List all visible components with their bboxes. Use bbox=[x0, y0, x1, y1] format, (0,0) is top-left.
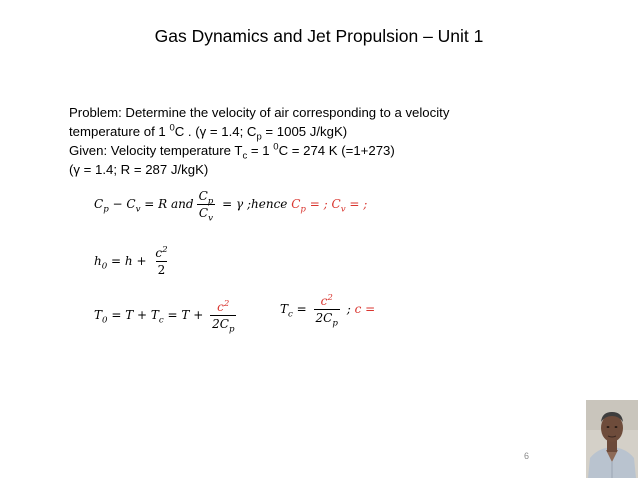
problem-line-1: Problem: Determine the velocity of air corresponding to a velocity bbox=[69, 105, 450, 120]
equation-stagnation-enthalpy: $h_0 = h$ + $\frac{c^2}{2}$ bbox=[94, 245, 168, 277]
fraction-c2-over-2cp-2: $\frac{c^2}{2C_p}$ bbox=[315, 293, 338, 329]
slide-title: Gas Dynamics and Jet Propulsion – Unit 1 bbox=[154, 26, 484, 46]
problem-line-3: Given: Velocity temperature $T_c = 1$ $^0$C = 274 K (=1+273) bbox=[69, 141, 395, 162]
equation-velocity-temperature: $T_c$ = $\frac{c^2}{2C_p}$ ; c = bbox=[280, 293, 376, 329]
presenter-portrait bbox=[586, 400, 638, 478]
problem-line-2: temperature of 1 $^0$C . (γ = 1.4; $C_p = 1005$ J/kgK) bbox=[69, 122, 348, 143]
equation-stagnation-temperature: $T_0 = T + T_c = T$ + $\frac{c^2}{2C_p}$ bbox=[94, 299, 235, 335]
fraction-c2-over-2cp: $\frac{c^2}{2C_p}$ bbox=[212, 299, 235, 335]
page-number: 6 bbox=[524, 451, 530, 461]
fraction-c2-over-2: $\frac{c^2}{2}$ bbox=[155, 245, 168, 277]
problem-line-4: (γ = 1.4; R = 287 J/kgK) bbox=[69, 162, 209, 177]
equation-gas-constant: $C_p - C_v = R$ and $\frac{C_p}{C_v}$ = γ ;hence $C_p$ = ; $C_v$ = ; bbox=[94, 189, 368, 224]
fraction-cp-cv: $\frac{C_p}{C_v}$ bbox=[198, 189, 214, 224]
